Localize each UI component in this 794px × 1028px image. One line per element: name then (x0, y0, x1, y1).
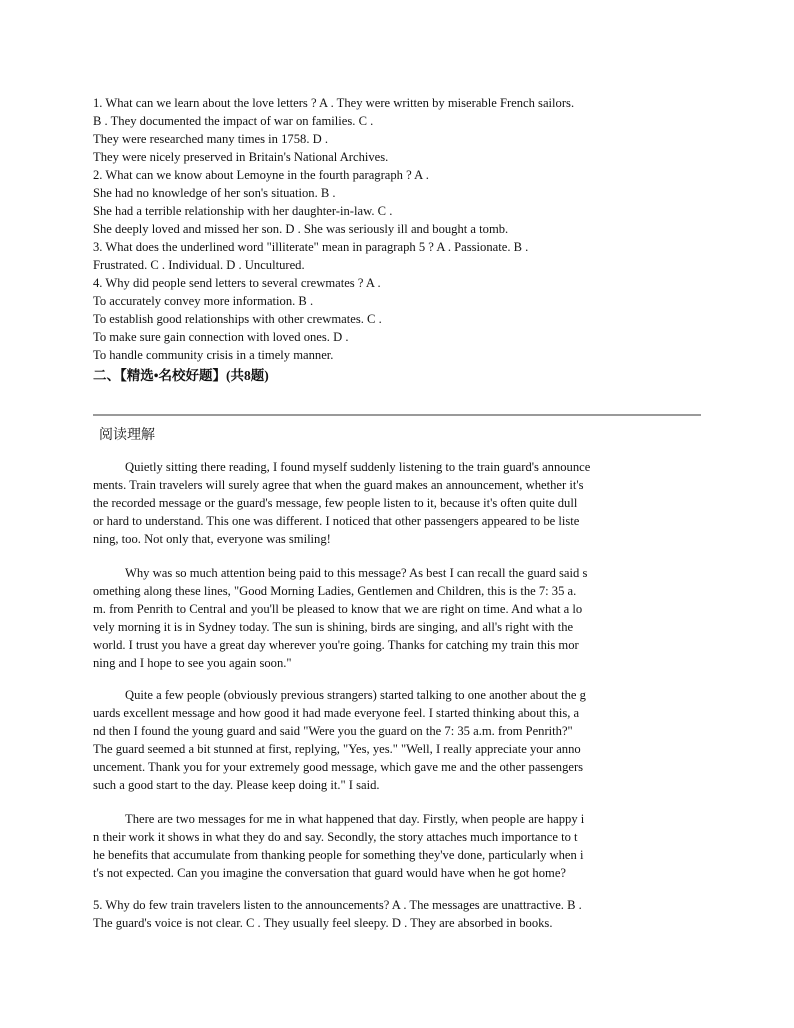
text-line: n their work it shows in what they do and say. Secondly, the story attaches much importance to t (93, 830, 578, 844)
text-line: uncement. Thank you for your extremely good message, which gave me and the other passengers (93, 760, 584, 774)
section-title: 二、【精选•名校好题】(共8题) (93, 368, 269, 383)
text-line: There are two messages for me in what happened that day. Firstly, when people are happy i (125, 812, 585, 826)
text-line: uards excellent message and how good it had made everyone feel. I started thinking about this, a (93, 706, 580, 720)
text-line: To make sure gain connection with loved ones. D . (93, 330, 349, 344)
text-line: Why was so much attention being paid to this message? As best I can recall the guard said s (125, 566, 588, 580)
text-line: ning and I hope to see you again soon." (93, 656, 292, 670)
question-block-top (93, 94, 703, 364)
text-line: She deeply loved and missed her son. D . She was seriously ill and bought a tomb. (93, 222, 509, 236)
text-line: he benefits that accumulate from thanking people for something they've done, particularly when i (93, 848, 584, 862)
text-line: 5. Why do few train travelers listen to the announcements? A . The messages are unattractive. B . (93, 898, 582, 912)
text-line: ments. Train travelers will surely agree that when the guard makes an announcement, whether it's (93, 478, 584, 492)
divider (93, 414, 701, 416)
section-subheading: 阅读理解 (99, 428, 155, 443)
text-line: Quite a few people (obviously previous strangers) started talking to one another about the g (125, 688, 586, 702)
text-line: nd then I found the young guard and said "Were you the guard on the 7: 35 a.m. from Penrith?" (93, 724, 573, 738)
text-line: such a good start to the day. Please keep doing it." I said. (93, 778, 380, 792)
text-line: To handle community crisis in a timely manner. (93, 348, 334, 362)
text-line: She had a terrible relationship with her daughter-in-law. C . (93, 204, 393, 218)
text-line: The guard's voice is not clear. C . They usually feel sleepy. D . They are absorbed in books. (93, 916, 553, 930)
text-line: t's not expected. Can you imagine the conversation that guard would have when he got home? (93, 866, 567, 880)
paragraph (93, 810, 701, 882)
text-line: To accurately convey more information. B . (93, 294, 314, 308)
text-line: The guard seemed a bit stunned at first, replying, "Yes, yes." "Well, I really appreciate your anno (93, 742, 581, 756)
paragraph (93, 458, 701, 548)
text-line: the recorded message or the guard's message, few people listen to it, because it's often quite dull (93, 496, 578, 510)
text-line: 4. Why did people send letters to several crewmates ? A . (93, 276, 381, 290)
text-line: 1. What can we learn about the love letters ? A . They were written by miserable French sailors. (93, 96, 575, 110)
text-line: B . They documented the impact of war on families. C . (93, 114, 374, 128)
text-line: world. I trust you have a great day wherever you're going. Thanks for catching my train this mor (93, 638, 579, 652)
text-line: omething along these lines, "Good Morning Ladies, Gentlemen and Children, this is the 7: 35 a. (93, 584, 577, 598)
text-line: vely morning it is in Sydney today. The sun is shining, birds are singing, and all's right with the (93, 620, 574, 634)
paragraph (93, 564, 701, 672)
paragraph (93, 686, 701, 794)
text-line: To establish good relationships with other crewmates. C . (93, 312, 382, 326)
question-block-bottom (93, 896, 701, 932)
text-line: Frustrated. C . Individual. D . Uncultured. (93, 258, 305, 272)
text-line: They were researched many times in 1758. D . (93, 132, 329, 146)
text-line: m. from Penrith to Central and you'll be pleased to know that we are right on time. And what a lo (93, 602, 583, 616)
text-line: She had no knowledge of her son's situation. B . (93, 186, 336, 200)
text-line: Quietly sitting there reading, I found myself suddenly listening to the train guard's announce (125, 460, 591, 474)
text-line: 2. What can we know about Lemoyne in the fourth paragraph ? A . (93, 168, 429, 182)
text-line: They were nicely preserved in Britain's National Archives. (93, 150, 389, 164)
text-line: or hard to understand. This one was different. I noticed that other passengers appeared to be liste (93, 514, 580, 528)
text-line: 3. What does the underlined word "illiterate" mean in paragraph 5 ? A . Passionate. B . (93, 240, 529, 254)
text-line: ning, too. Not only that, everyone was smiling! (93, 532, 331, 546)
